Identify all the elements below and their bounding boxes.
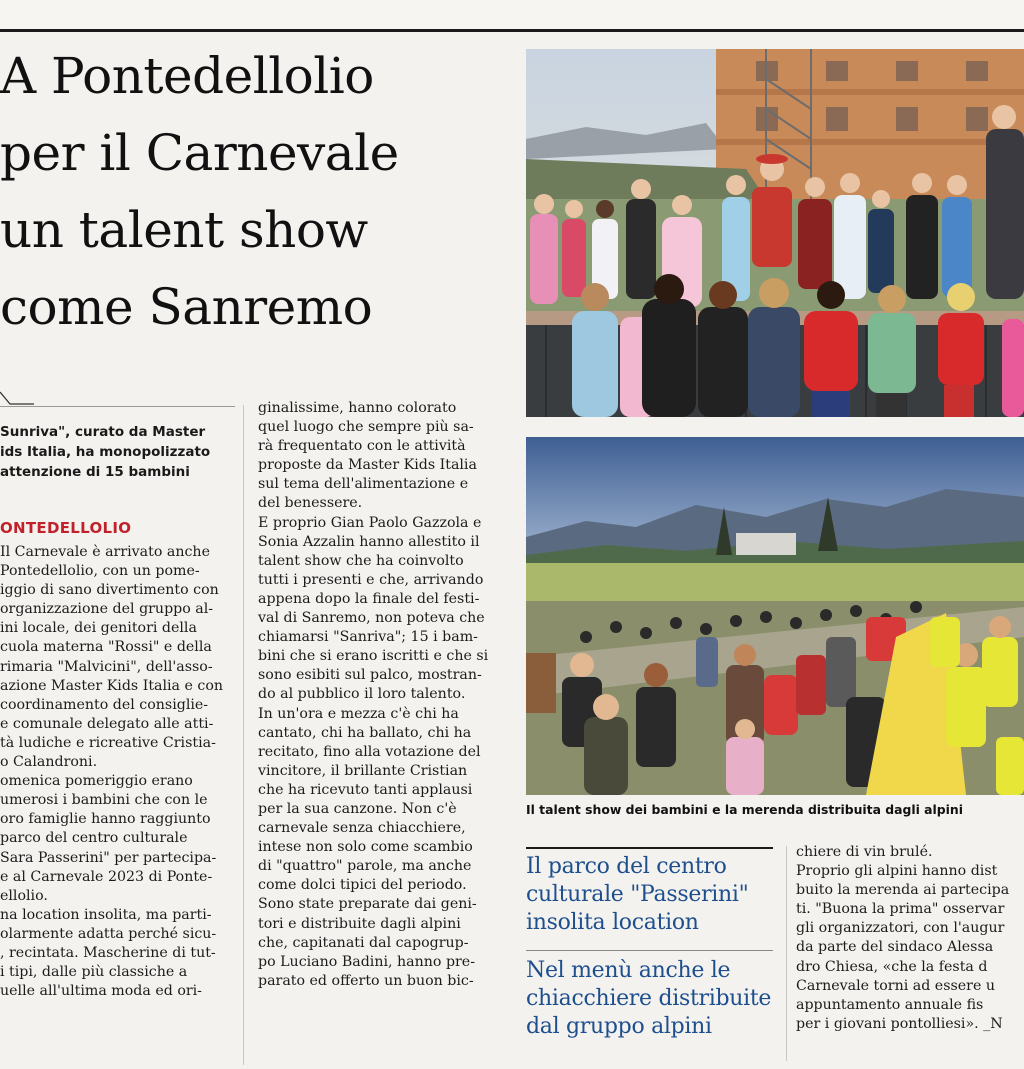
article-text-line: In un'ora e mezza c'è chi ha bbox=[258, 705, 459, 722]
article-text-line: tà ludiche e ricreative Cristia- bbox=[0, 734, 216, 751]
article-text-line: tori e distribuite dagli alpini bbox=[258, 915, 461, 932]
article-text-line: che ha ricevuto tanti applausi bbox=[258, 781, 473, 798]
article-text-line: buito la merenda ai partecipa bbox=[796, 882, 1010, 899]
article-text-line: rà frequentato con le attività bbox=[258, 438, 466, 455]
article-text-line: azione Master Kids Italia e con bbox=[0, 677, 224, 694]
article-headline bbox=[0, 38, 520, 346]
article-text-line: omenica pomeriggio erano bbox=[0, 773, 193, 790]
article-text-line: Sono state preparate dai geni- bbox=[258, 896, 477, 913]
article-text-line: quel luogo che sempre più sa- bbox=[258, 419, 474, 436]
article-text-line: Carnevale torni ad essere u bbox=[796, 977, 995, 994]
photo-caption: Il talent show dei bambini e la merenda distribuita dagli alpini bbox=[526, 802, 963, 817]
article-text-line: per la sua canzone. Non c'è bbox=[258, 800, 457, 817]
pullquote-line: insolita location bbox=[526, 910, 699, 935]
article-text-line: sul tema dell'alimentazione e bbox=[258, 476, 469, 493]
article-column-2 bbox=[258, 399, 508, 991]
article-text-line: ginalissime, hanno colorato bbox=[258, 400, 457, 416]
article-text-line: come dolci tipici del periodo. bbox=[258, 877, 467, 894]
article-text-line: val di Sanremo, non poteva che bbox=[258, 610, 485, 627]
article-text-line: uelle all'ultima moda ed ori- bbox=[0, 983, 202, 1000]
article-subtitle bbox=[0, 422, 240, 482]
article-text-line: e al Carnevale 2023 di Ponte- bbox=[0, 868, 213, 885]
article-text-line: dro Chiesa, «che la festa d bbox=[796, 958, 988, 975]
pullquote-menu bbox=[526, 957, 776, 1041]
article-text-line: ellolio. bbox=[0, 887, 48, 904]
article-text-line: proposte da Master Kids Italia bbox=[258, 457, 477, 474]
headline-line: A Pontedellolio bbox=[0, 47, 374, 105]
article-text-line: Pontedellolio, con un pome- bbox=[0, 563, 200, 580]
article-text-line: chiamarsi "Sanriva"; 15 i bam- bbox=[258, 629, 478, 646]
column-divider bbox=[243, 405, 244, 1065]
article-text-line: olarmente adatta perché sicu- bbox=[0, 925, 217, 942]
pullquote-line: chiacchiere distribuite bbox=[526, 986, 772, 1011]
article-text-line: ini locale, dei genitori della bbox=[0, 620, 197, 637]
pullquote-line: culturale "Passerini" bbox=[526, 882, 749, 907]
column-divider bbox=[786, 846, 787, 1061]
article-text-line: umerosi i bambini che con le bbox=[0, 792, 208, 809]
article-text-line: del benessere. bbox=[258, 495, 363, 512]
article-text-line: po Luciano Badini, hanno pre- bbox=[258, 953, 475, 970]
subtitle-line: ids Italia, ha monopolizzato bbox=[0, 444, 211, 460]
article-text-line: chiere di vin brulé. bbox=[796, 844, 933, 860]
article-text-line: appena dopo la finale del festi- bbox=[258, 590, 480, 607]
article-text-line: tutti i presenti e che, arrivando bbox=[258, 571, 484, 588]
article-text-line: per i giovani pontolliesi». _N bbox=[796, 1015, 1003, 1032]
subtitle-rule bbox=[0, 406, 235, 407]
article-text-line: cuola materna "Rossi" e della bbox=[0, 639, 212, 656]
article-text-line: E proprio Gian Paolo Gazzola e bbox=[258, 514, 482, 531]
page-top-margin bbox=[0, 0, 1024, 30]
article-text-line: Proprio gli alpini hanno dist bbox=[796, 863, 998, 880]
article-text-line: organizzazione del gruppo al- bbox=[0, 601, 214, 618]
article-text-line: i tipi, dalle più classiche a bbox=[0, 964, 188, 981]
pullquote-divider bbox=[526, 950, 773, 951]
article-text-line: talent show che ha coinvolto bbox=[258, 552, 464, 569]
photo-children-on-stage bbox=[526, 49, 1024, 417]
subtitle-line: attenzione di 15 bambini bbox=[0, 464, 190, 480]
article-text-line: parato ed offerto un buon bic- bbox=[258, 972, 474, 989]
article-text-line: da parte del sindaco Alessa bbox=[796, 939, 994, 956]
top-rule bbox=[0, 29, 1024, 32]
article-text-line: di "quattro" parole, ma anche bbox=[258, 858, 472, 875]
pullquote-line: Il parco del centro bbox=[526, 854, 727, 879]
article-text-line: na location insolita, ma parti- bbox=[0, 906, 212, 923]
pullquote-location bbox=[526, 853, 776, 937]
pullquote-rule bbox=[526, 847, 773, 849]
pullquote-line: Nel menù anche le bbox=[526, 958, 731, 983]
photo-park-crowd bbox=[526, 437, 1024, 795]
dateline: ONTEDELLOLIO bbox=[0, 519, 132, 537]
headline-line: come Sanremo bbox=[0, 278, 373, 336]
article-text-line: coordinamento del consiglie- bbox=[0, 696, 209, 713]
article-column-3 bbox=[796, 843, 1024, 1034]
article-text-line: do al pubblico il loro talento. bbox=[258, 686, 466, 703]
article-text-line: bini che si erano iscritti e che si bbox=[258, 648, 489, 665]
article-text-line: Sonia Azzalin hanno allestito il bbox=[258, 533, 480, 550]
article-text-line: Il Carnevale è arrivato anche bbox=[0, 544, 210, 560]
article-text-line: che, capitanati dal capogrup- bbox=[258, 934, 469, 951]
article-text-line: parco del centro culturale bbox=[0, 830, 188, 847]
article-text-line: Sara Passerini" per partecipa- bbox=[0, 849, 217, 866]
article-text-line: , recintata. Mascherine di tut- bbox=[0, 944, 216, 961]
subtitle-line: Sunriva", curato da Master bbox=[0, 424, 206, 440]
pullquote-line: dal gruppo alpini bbox=[526, 1014, 712, 1039]
article-text-line: oro famiglie hanno raggiunto bbox=[0, 811, 211, 828]
article-text-line: vincitore, il brillante Cristian bbox=[258, 762, 468, 779]
article-text-line: iggio di sano divertimento con bbox=[0, 582, 219, 599]
article-text-line: intese non solo come scambio bbox=[258, 839, 473, 856]
article-text-line: ti. "Buona la prima" osservar bbox=[796, 901, 1005, 918]
article-text-line: appuntamento annuale fis bbox=[796, 996, 984, 1013]
headline-line: un talent show bbox=[0, 201, 368, 259]
article-text-line: carnevale senza chiacchiere, bbox=[258, 820, 466, 837]
article-text-line: gli organizzatori, con l'augur bbox=[796, 920, 1005, 937]
article-text-line: e comunale delegato alle atti- bbox=[0, 715, 214, 732]
article-text-line: o Calandroni. bbox=[0, 754, 98, 771]
article-column-1 bbox=[0, 543, 232, 1001]
article-text-line: sono esibiti sul palco, mostran- bbox=[258, 667, 482, 684]
article-text-line: cantato, chi ha ballato, chi ha bbox=[258, 724, 472, 741]
article-text-line: recitato, fino alla votazione del bbox=[258, 743, 481, 760]
article-text-line: rimaria "Malvicini", dell'asso- bbox=[0, 658, 213, 675]
headline-line: per il Carnevale bbox=[0, 124, 399, 182]
